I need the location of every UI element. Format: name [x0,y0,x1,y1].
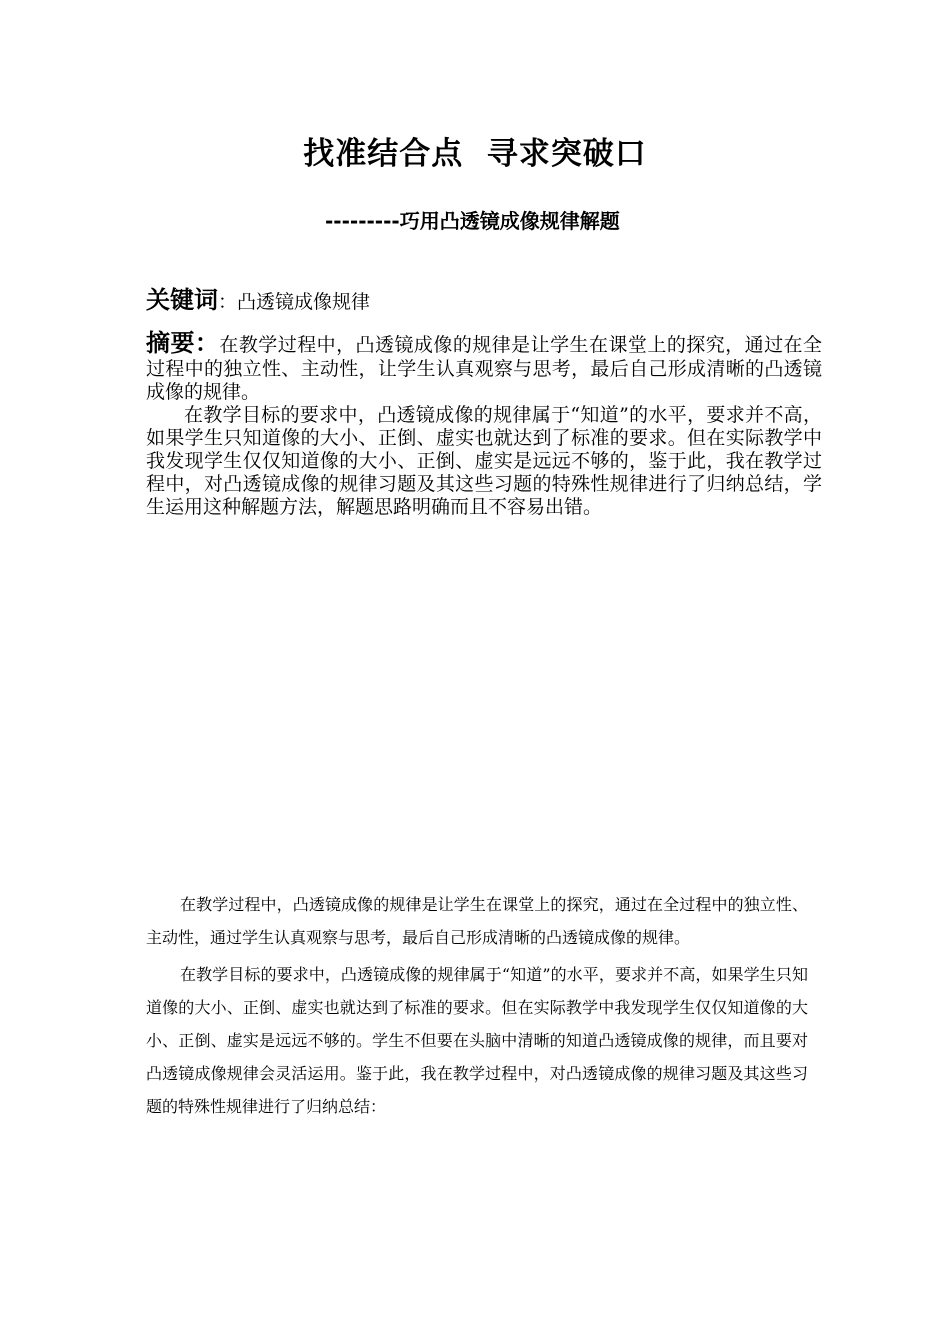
page-title: 找准结合点 寻求突破口 [303,136,647,172]
keywords-line [146,280,370,315]
abstract-paragraph-2: 在教学目标的要求中，凸透镜成像的规律属于“知道”的水平，要求并不高，如果学生只知道像的大小、正倒、虚实也就达到了标准的要求。但在实际教学中我发现学生仅仅知道像的大小、正倒、虚实是远远不够的，鉴于此，我在教学过程中，对凸透镜成像的规律习题及其这些习题的特殊性规律进行了归纳总结，学生运用这种解题方法，解题思路明确而且不容易出错。 [146,404,822,518]
keywords-label: 关键词 [146,286,218,314]
keywords-value: 凸透镜成像规律 [237,291,371,313]
page-subtitle: ---------巧用凸透镜成像规律解题 [325,209,620,233]
abstract-label: 摘要： [146,329,220,357]
abstract-paragraph-1 [146,328,822,404]
body-paragraph-2: 在教学目标的要求中，凸透镜成像的规律属于“知道”的水平，要求并不高，如果学生只知道像的大小、正倒、虚实也就达到了标准的要求。但在实际教学中我发现学生仅仅知道像的大小、正倒、虚实是远远不够的。学生不但要在头脑中清晰的知道凸透镜成像的规律，而且要对凸透镜成像规律会灵活运用。鉴于此，我在教学过程中，对凸透镜成像的规律习题及其这些习题的特殊性规律进行了归纳总结： [146,965,808,1116]
body-section [146,888,808,1127]
body-paragraph-1: 在教学过程中，凸透镜成像的规律是让学生在课堂上的探究，通过在全过程中的独立性、主动性，通过学生认真观察与思考，最后自己形成清晰的凸透镜成像的规律。 [146,895,808,947]
abstract-paragraph-1-text: 在教学过程中，凸透镜成像的规律是让学生在课堂上的探究，通过在全过程中的独立性、主动性，让学生认真观察与思考，最后自己形成清晰的凸透镜成像的规律。 [146,334,822,403]
abstract-section [146,328,822,519]
keywords-separator: ： [218,291,238,313]
